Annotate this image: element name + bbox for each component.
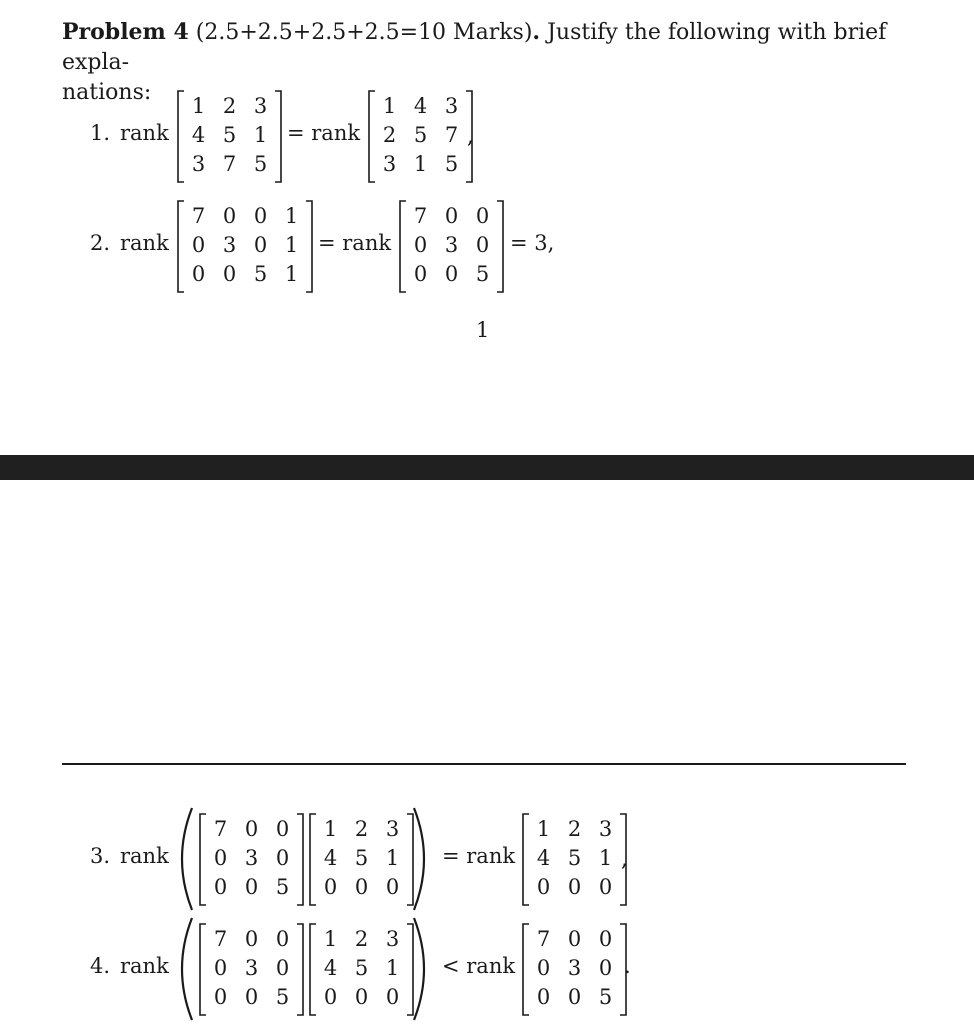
matrix-entry: 5 [275,875,290,899]
matrix-entry: 1 [284,262,299,286]
matrix-entry: 3 [385,927,400,951]
problem-marks: (2.5+2.5+2.5+2.5=10 Marks) [195,20,533,45]
matrix-entry: 0 [385,985,400,1009]
item-1-eq: = rank [287,121,361,145]
item-2-label: 2. [90,231,111,255]
item-4-eq: < rank [442,954,516,978]
matrix-entry: 5 [222,123,237,147]
matrix-entry: 5 [475,262,490,286]
left-paren-4 [170,916,196,1022]
matrix-entry: 2 [354,927,369,951]
matrix-entry: 1 [323,927,338,951]
matrix-entry: 0 [244,875,259,899]
matrix-entry: 0 [444,204,459,228]
matrix-entry: 1 [536,817,551,841]
matrix-entry: 3 [444,233,459,257]
matrix-entry: 7 [222,152,237,176]
instruction-line2: nations: [62,80,152,105]
matrix-entry: 5 [253,152,268,176]
matrix-entry: 1 [191,94,206,118]
matrix-entry: 7 [191,204,206,228]
matrix-entry: 5 [598,985,613,1009]
matrix-entry: 0 [413,233,428,257]
matrix-entry: 0 [253,233,268,257]
page-separator-band [0,455,974,480]
item-3-eq: = rank [442,844,516,868]
item-1-label: 1. [90,121,111,145]
matrix-entry: 4 [323,956,338,980]
right-paren-3 [410,806,436,912]
matrix-2b [398,200,505,293]
matrix-entry: 0 [213,956,228,980]
matrix-entry: 0 [567,875,582,899]
matrix-entry: 7 [213,817,228,841]
item-4-rank: rank [120,954,169,978]
matrix-entry: 0 [253,204,268,228]
matrix-entry: 0 [213,985,228,1009]
matrix-entry: 4 [323,846,338,870]
item-1-rank: rank [120,121,169,145]
matrix-entry: 3 [244,956,259,980]
item-4-label: 4. [90,954,111,978]
matrix-entry: 2 [222,94,237,118]
item-1-end: , [467,124,474,148]
matrix-entry: 0 [598,875,613,899]
matrix-entry: 1 [598,846,613,870]
matrix-1a [176,90,283,183]
matrix-entry: 0 [191,233,206,257]
matrix-4a [198,923,305,1016]
matrix-entry: 0 [536,985,551,1009]
matrix-entry: 0 [536,956,551,980]
matrix-4c [521,923,628,1016]
matrix-entry: 0 [222,262,237,286]
matrix-entry: 0 [567,985,582,1009]
page-top [0,0,974,455]
matrix-entry: 3 [382,152,397,176]
matrix-entry: 0 [323,875,338,899]
item-2-rank: rank [120,231,169,255]
matrix-entry: 4 [191,123,206,147]
matrix-1b [367,90,474,183]
matrix-entry: 7 [413,204,428,228]
item-3-label: 3. [90,844,111,868]
matrix-2a [176,200,314,293]
matrix-entry: 5 [354,846,369,870]
matrix-entry: 0 [213,846,228,870]
matrix-entry: 3 [244,846,259,870]
matrix-entry: 3 [598,817,613,841]
title-period: . [532,19,541,45]
problem-title: Problem 4 [62,19,189,45]
matrix-entry: 0 [275,817,290,841]
matrix-entry: 3 [191,152,206,176]
item-3-rank: rank [120,844,169,868]
matrix-entry: 0 [244,817,259,841]
matrix-3b [308,813,415,906]
matrix-entry: 5 [444,152,459,176]
matrix-entry: 0 [213,875,228,899]
matrix-entry: 0 [191,262,206,286]
matrix-entry: 0 [275,846,290,870]
matrix-entry: 1 [323,817,338,841]
horizontal-rule [62,763,906,765]
matrix-entry: 5 [253,262,268,286]
matrix-entry: 1 [385,846,400,870]
matrix-entry: 1 [385,956,400,980]
matrix-entry: 0 [413,262,428,286]
matrix-3a [198,813,305,906]
matrix-entry: 0 [385,875,400,899]
instruction-line1: Justify the following with brief expla- [62,20,887,75]
matrix-4b [308,923,415,1016]
matrix-entry: 0 [475,204,490,228]
matrix-entry: 2 [354,817,369,841]
matrix-entry: 5 [567,846,582,870]
matrix-entry: 0 [354,875,369,899]
matrix-entry: 7 [213,927,228,951]
matrix-entry: 0 [444,262,459,286]
matrix-entry: 0 [323,985,338,1009]
matrix-entry: 5 [275,985,290,1009]
matrix-entry: 3 [444,94,459,118]
left-paren-3 [170,806,196,912]
matrix-entry: 0 [275,956,290,980]
matrix-entry: 1 [284,233,299,257]
matrix-entry: 3 [385,817,400,841]
matrix-entry: 0 [567,927,582,951]
matrix-entry: 2 [567,817,582,841]
matrix-entry: 7 [444,123,459,147]
matrix-entry: 4 [413,94,428,118]
matrix-entry: 0 [598,927,613,951]
matrix-entry: 0 [536,875,551,899]
matrix-entry: 0 [244,927,259,951]
matrix-entry: 7 [536,927,551,951]
item-4-end: . [624,954,631,978]
matrix-3c [521,813,628,906]
matrix-entry: 0 [275,927,290,951]
matrix-entry: 2 [382,123,397,147]
matrix-entry: 0 [475,233,490,257]
matrix-entry: 0 [354,985,369,1009]
right-paren-4 [410,916,436,1022]
matrix-entry: 3 [253,94,268,118]
matrix-entry: 0 [222,204,237,228]
matrix-entry: 1 [413,152,428,176]
item-2-end: = 3, [510,231,555,255]
page-bottom [0,480,974,1024]
matrix-entry: 0 [244,985,259,1009]
matrix-entry: 4 [536,846,551,870]
matrix-entry: 0 [598,956,613,980]
matrix-entry: 1 [253,123,268,147]
matrix-entry: 5 [354,956,369,980]
matrix-entry: 3 [222,233,237,257]
item-3-end: , [621,847,628,871]
page-number: 1 [476,318,490,342]
matrix-entry: 3 [567,956,582,980]
matrix-entry: 1 [382,94,397,118]
matrix-entry: 1 [284,204,299,228]
item-2-eq: = rank [318,231,392,255]
matrix-entry: 5 [413,123,428,147]
